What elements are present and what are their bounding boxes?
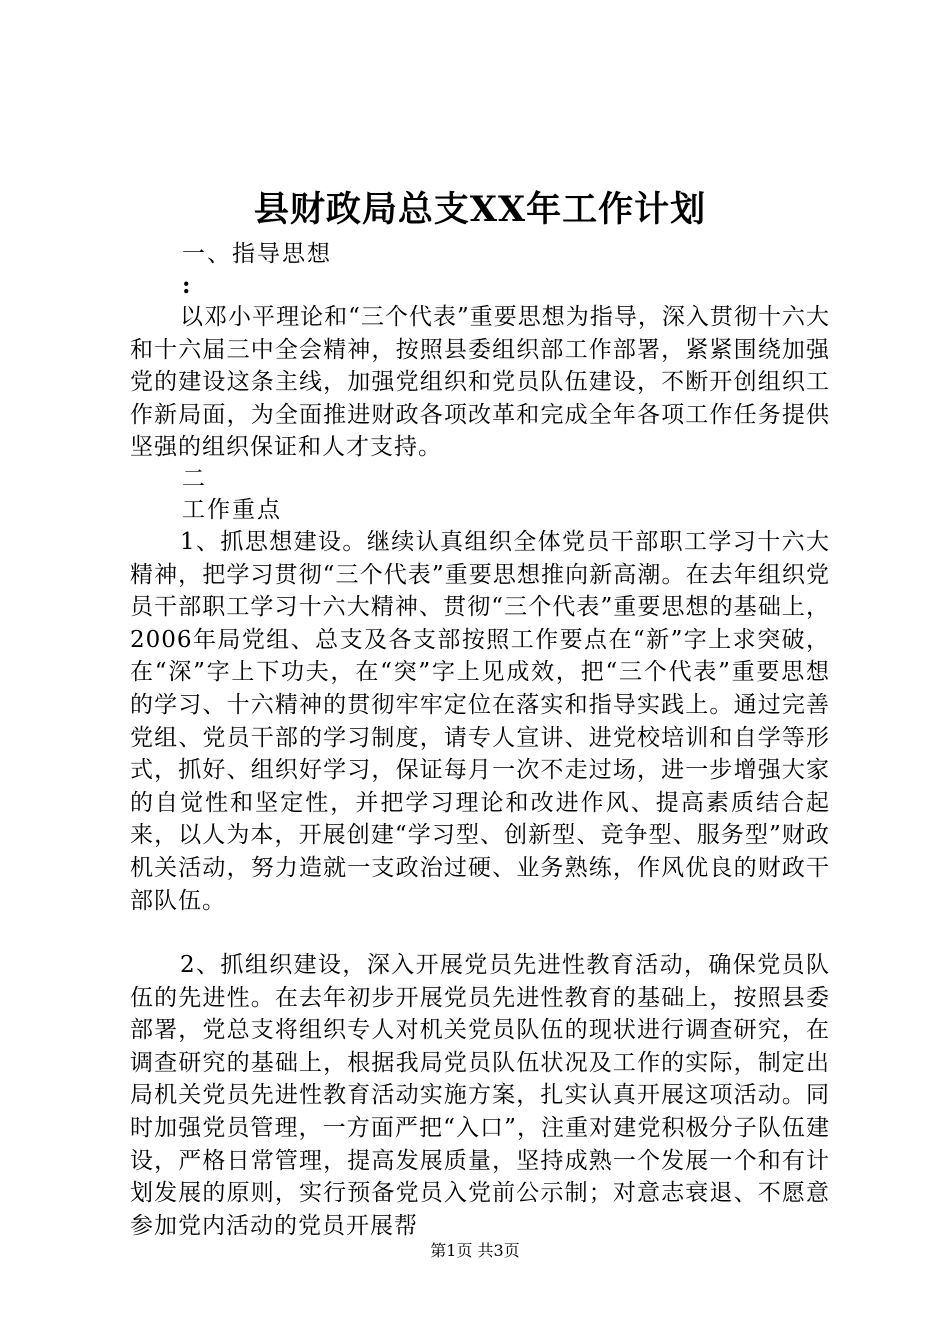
section-heading-guiding-thought: 一、指导思想 <box>182 241 332 267</box>
paragraph-item-2: 2、抓组织建设，深入开展党员先进性教育活动，确保党员队伍的先进性。在去年初步开展党员先进性教育的基础上，按照县委部署，党总支将组织专人对机关党员队伍的现状进行调查研究，在调查研究的基础上，根据我局党员队伍状况及工作的实际，制定出局机关党员先进性教育活动实施方案，扎实认真开展这项活动。同时加强党员管理，一方面严把“入口”，注重对建党积极分子队伍建设，严格日常管理，提高发展质量，坚持成熟一个发展一个和有计划发展的原则，实行预备党员入党前公示制；对意志衰退、不愿意参加党内活动的党员开展帮 <box>130 952 830 1239</box>
section-colon: : <box>182 272 191 299</box>
section-heading-work-focus: 工作重点 <box>182 496 282 523</box>
paragraph-gap <box>130 917 830 949</box>
page-footer: 第1页 共3页 <box>430 1241 520 1260</box>
paragraph-guiding-thought: 以邓小平理论和“三个代表”重要思想为指导，深入贯彻十六大和十六届三中全会精神，按照县委组织部工作部署，紧紧围绕加强党的建设这条主线，加强党组织和党员队伍建设，不断开创组织工作新局面，为全面推进财政各项改革和完成全年各项工作任务提供坚强的组织保证和人才支持。 <box>130 304 830 461</box>
paragraph-item-1: 1、抓思想建设。继续认真组织全体党员干部职工学习十六大精神，把学习贯彻“三个代表”重要思想推向新高潮。在去年组织党员干部职工学习十六大精神、贯彻“三个代表”重要思想的基础上，2006年局党组、总支及各支部按照工作要点在“新”字上求突破，在“深”字上下功夫，在“突”字上见成效，把“三个代表”重要思想的学习、十六精神的贯彻牢牢定位在落实和指导实践上。通过完善党组、党员干部的学习制度，请专人宣讲、进党校培训和自学等形式，抓好、组织好学习，保证每月一次不走过场，进一步增强大家的自觉性和坚定性，并把学习理论和改进作风、提高素质结合起来，以人为本，开展创建“学习型、创新型、竞争型、服务型”财政机关活动，努力造就一支政治过硬、业务熟练，作风优良的财政干部队伍。 <box>130 528 830 914</box>
document-body <box>130 185 830 1242</box>
section-number-two: 二 <box>182 465 207 492</box>
document-title: 县财政局总支XX年工作计划 <box>253 189 707 230</box>
